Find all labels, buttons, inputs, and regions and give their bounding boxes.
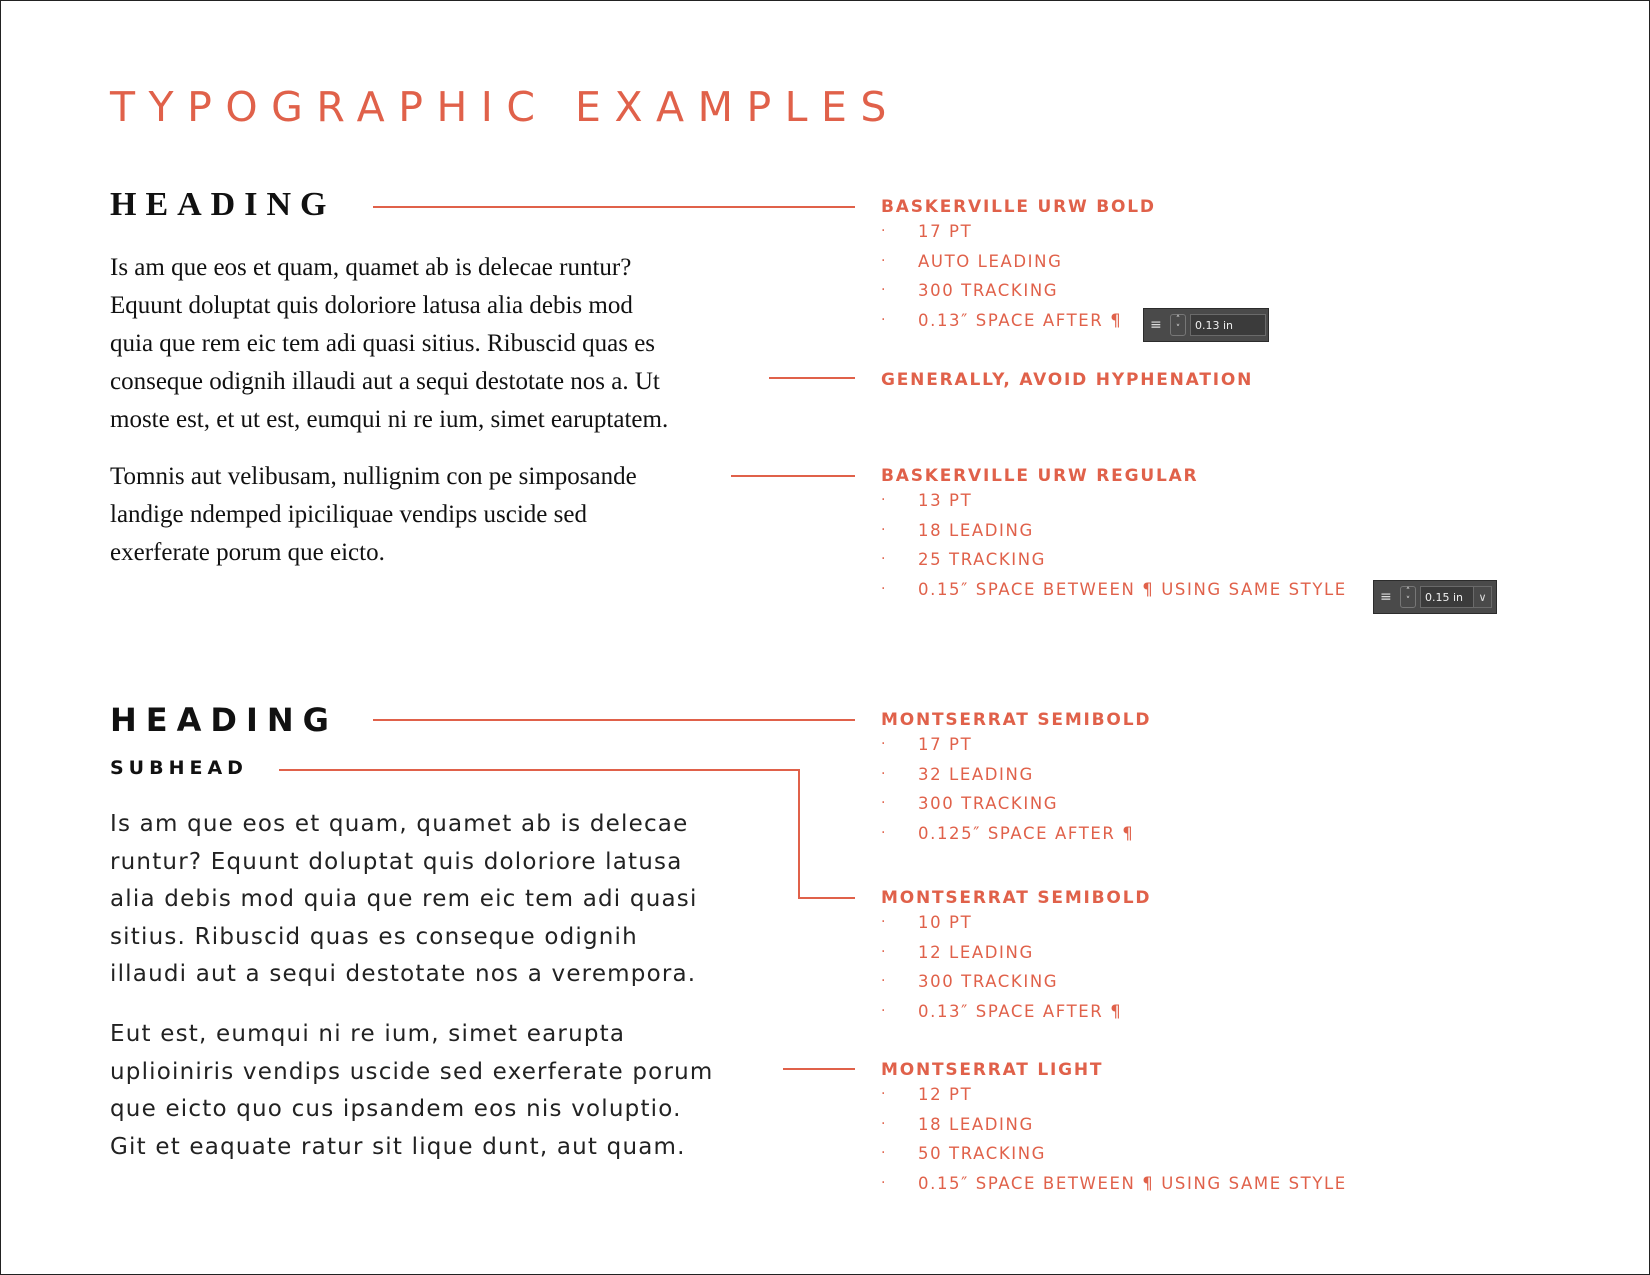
spec-item: · 12 LEADING	[881, 942, 1034, 962]
space-between-control[interactable]	[1373, 580, 1497, 614]
spec-item: · 13 PT	[881, 491, 973, 510]
chevron-down-icon[interactable]: ∨	[1474, 586, 1492, 608]
spec-item: · 10 PT	[881, 913, 973, 932]
space-between-icon: ≡	[1380, 589, 1392, 605]
heading-leader-line	[373, 206, 855, 208]
hyphenation-leader-line	[769, 377, 855, 379]
subhead-leader-line-end	[798, 897, 855, 899]
spec-item: · 300 TRACKING	[881, 972, 1059, 991]
space-after-icon: ≡	[1150, 317, 1162, 333]
space-between-input[interactable]: 0.15 in	[1420, 586, 1474, 608]
spec-montserrat-semibold-heading: MONTSERRAT SEMIBOLD · 17 PT · 32 LEADING · 300 TRACKING · 0.125″ SPACE AFTER ¶	[881, 710, 1151, 848]
spec-item: · 0.13″ SPACE AFTER ¶	[881, 1001, 1123, 1021]
spec-item: · 18 LEADING	[881, 520, 1034, 540]
space-after-input[interactable]: 0.13 in	[1190, 314, 1266, 336]
subhead-leader-line-vertical	[798, 769, 800, 899]
serif-heading: HEADING	[110, 186, 336, 223]
spec-item: · 18 LEADING	[881, 1114, 1034, 1134]
body-leader-line	[783, 1068, 855, 1070]
spec-montserrat-semibold-subhead: MONTSERRAT SEMIBOLD · 10 PT · 12 LEADING · 300 TRACKING · 0.13″ SPACE AFTER ¶	[881, 888, 1151, 1026]
spec-item: · 17 PT	[881, 222, 973, 241]
spec-baskerville-bold: BASKERVILLE URW BOLD · 17 PT · AUTO LEADING · 300 TRACKING · 0.13″ SPACE AFTER ¶	[881, 197, 1156, 335]
spec-item: · 300 TRACKING	[881, 794, 1059, 813]
heading-leader-line	[373, 719, 855, 721]
serif-paragraph-2: Tomnis aut velibusam, nullignim con pe simposande landige ndemped ipiciliquae vendips uscide sed exerferate porum que eicto.	[110, 463, 637, 566]
spec-item: · 300 TRACKING	[881, 281, 1059, 300]
sans-heading: HEADING	[110, 701, 338, 739]
spec-item: · 0.15″ SPACE BETWEEN ¶ USING SAME STYLE	[881, 579, 1347, 599]
spec-item: · 25 TRACKING	[881, 550, 1047, 569]
spinner-icon[interactable]: ˄ ˅	[1400, 586, 1416, 608]
spec-item: · 17 PT	[881, 735, 973, 754]
spec-item: · 0.13″ SPACE AFTER ¶	[881, 310, 1123, 330]
serif-paragraph-1: Is am que eos et quam, quamet ab is delecae runtur? Equunt doluptat quis doloriore latusa alia debis mod quia que rem eic tem adi quasi sitius. Ribuscid quas es conseque odignih illaudi aut a sequi destotate nos a. Ut moste est, et ut est, eumqui ni re ium, simet earuptatem.	[110, 254, 669, 433]
space-after-control[interactable]	[1143, 308, 1269, 342]
hyphenation-note: GENERALLY, AVOID HYPHENATION	[881, 370, 1254, 390]
sans-subhead: SUBHEAD	[110, 757, 248, 779]
spec-baskerville-regular: BASKERVILLE URW REGULAR · 13 PT · 18 LEADING · 25 TRACKING · 0.15″ SPACE BETWEEN ¶ USING SAME STYLE	[881, 466, 1347, 604]
body-leader-line	[731, 475, 855, 477]
spec-item: · 12 PT	[881, 1085, 973, 1104]
subhead-leader-line	[279, 769, 800, 771]
spec-item: · 0.125″ SPACE AFTER ¶	[881, 823, 1135, 843]
spec-montserrat-light: MONTSERRAT LIGHT · 12 PT · 18 LEADING · 50 TRACKING · 0.15″ SPACE BETWEEN ¶ USING SAME STYLE	[881, 1060, 1347, 1198]
spec-item: · AUTO LEADING	[881, 251, 1063, 271]
sans-paragraph-2: Eut est, eumqui ni re ium, simet earupta uplioiniris vendips uscide sed exerferate porum que eicto quo cus ipsandem eos nis voluptio. Git et eaquate ratur sit lique dunt, aut quam.	[110, 1021, 714, 1160]
sans-paragraph-1: Is am que eos et quam, quamet ab is delecae runtur? Equunt doluptat quis doloriore latusa alia debis mod quia que rem eic tem adi quasi sitius. Ribuscid quas es conseque odignih illaudi aut a sequi destotate nos a verempora.	[110, 811, 698, 987]
spec-item: · 0.15″ SPACE BETWEEN ¶ USING SAME STYLE	[881, 1173, 1347, 1193]
page-title: TYPOGRAPHIC EXAMPLES	[110, 83, 900, 131]
spec-item: · 50 TRACKING	[881, 1144, 1047, 1163]
spinner-icon[interactable]: ˄ ˅	[1170, 314, 1186, 336]
spec-item: · 32 LEADING	[881, 764, 1034, 784]
